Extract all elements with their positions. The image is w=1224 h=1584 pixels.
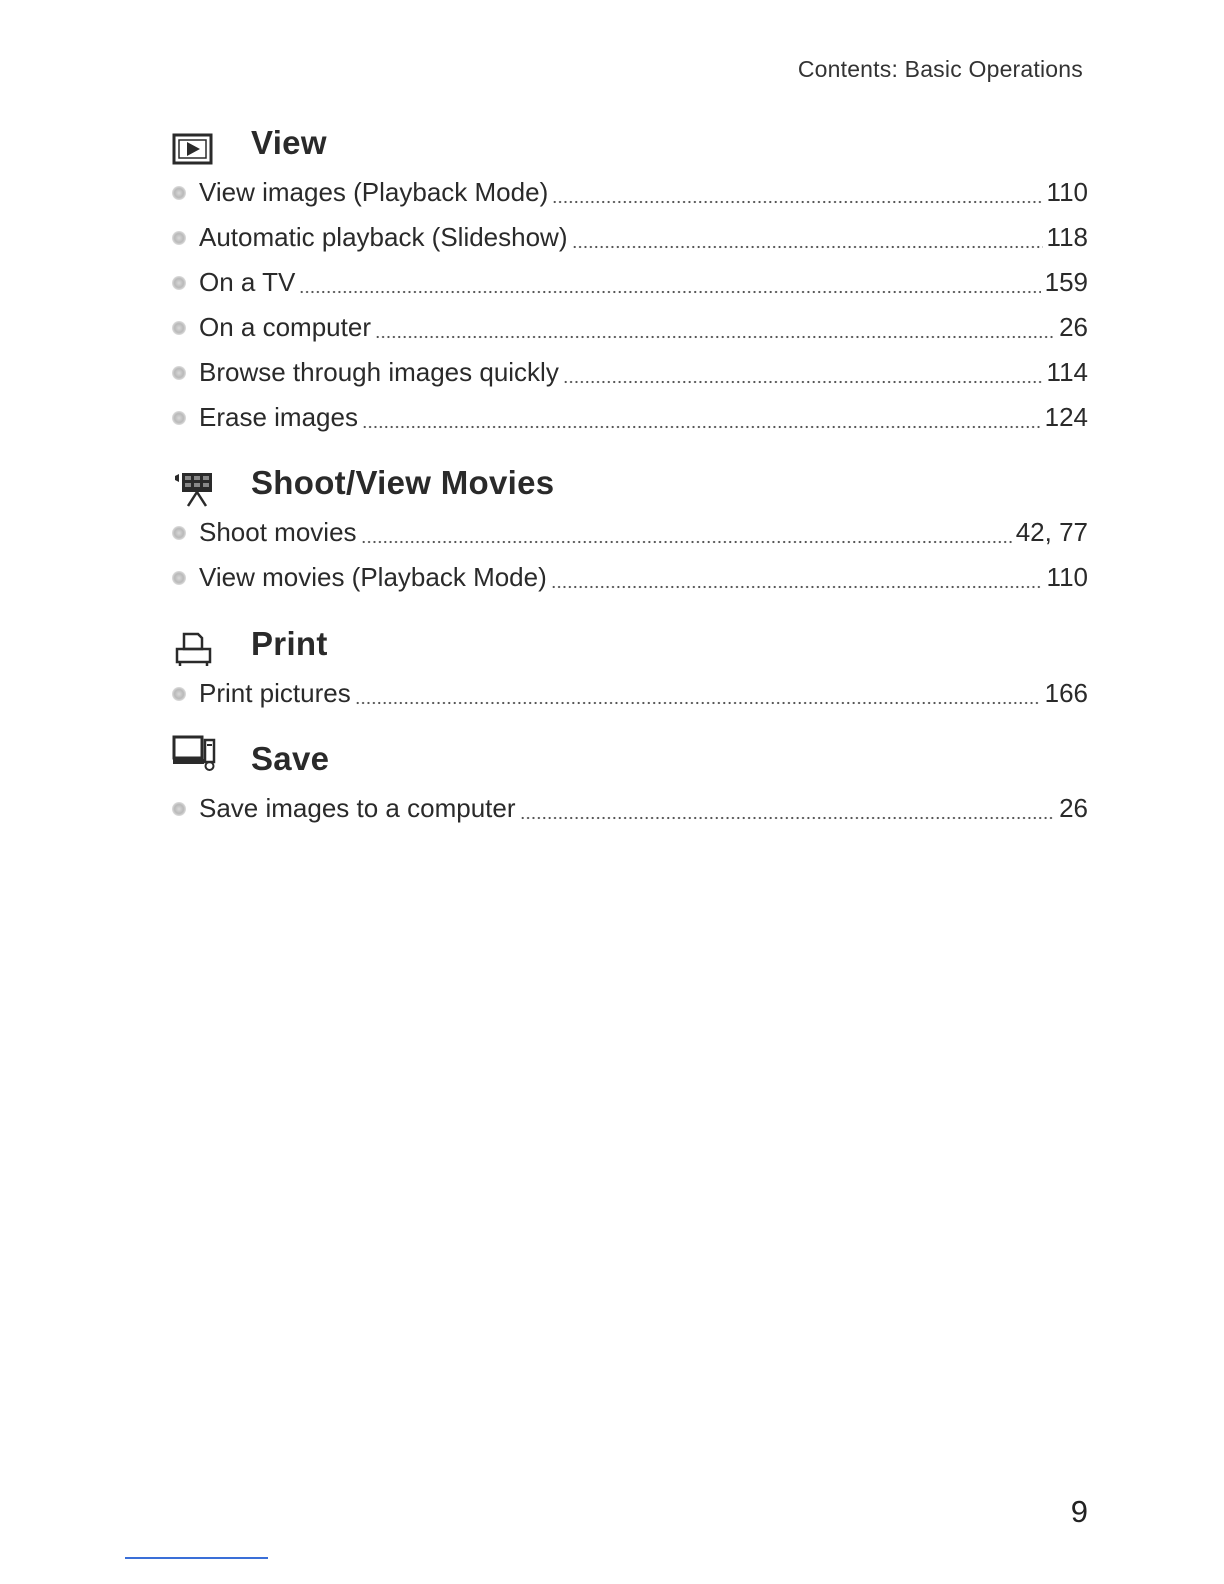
bullet-icon [172,802,186,816]
dot-leader [520,816,1056,820]
bullet-icon [172,687,186,701]
entry-page: 114 [1046,357,1088,387]
entry-label: Print pictures [199,678,351,708]
section-movies [170,464,1088,600]
entry-page: 110 [1046,177,1088,207]
dot-leader [299,290,1040,294]
toc-entry[interactable] [170,305,1088,350]
section-heading [170,124,1088,170]
dot-leader [375,335,1055,339]
footer-rule [125,1557,268,1559]
entry-label: Save images to a computer [199,793,516,823]
bullet-icon [172,321,186,335]
entry-label: On a computer [199,312,371,342]
entry-page: 118 [1046,222,1088,252]
entry-label: View movies (Playback Mode) [199,562,547,592]
entry-page: 124 [1044,402,1088,432]
printer-icon [172,631,216,669]
movie-camera-icon [172,470,216,508]
entry-label: Shoot movies [199,517,357,547]
entry-page: 26 [1059,312,1088,342]
dot-leader [552,200,1042,204]
toc-entry[interactable] [170,170,1088,215]
section-title: Save [251,740,330,777]
entry-label: Automatic playback (Slideshow) [199,222,568,252]
dot-leader [572,245,1043,249]
bullet-icon [172,411,186,425]
toc-entry[interactable] [170,671,1088,716]
section-title: Shoot/View Movies [251,464,555,501]
entry-page: 159 [1044,267,1088,297]
section-heading [170,740,1088,786]
dot-leader [551,585,1043,589]
toc-entry[interactable] [170,555,1088,600]
entry-label: Browse through images quickly [199,357,559,387]
entry-label: Erase images [199,402,358,432]
entry-page: 26 [1059,793,1088,823]
toc-entry[interactable] [170,260,1088,305]
bullet-icon [172,526,186,540]
section-title: Print [251,625,328,662]
bullet-icon [172,276,186,290]
bullet-icon [172,186,186,200]
playback-icon [172,130,216,168]
dot-leader [563,380,1043,384]
toc-entry[interactable] [170,510,1088,555]
entry-page: 42, 77 [1015,517,1088,547]
entry-page: 166 [1044,678,1088,708]
section-view [170,124,1088,440]
dot-leader [355,701,1041,705]
toc-entry[interactable] [170,215,1088,260]
entry-page: 110 [1046,562,1088,592]
section-print [170,625,1088,716]
dot-leader [361,540,1012,544]
section-heading [170,464,1088,510]
toc-entry[interactable] [170,786,1088,831]
section-title: View [251,124,327,161]
computer-save-icon [172,734,216,772]
dot-leader [362,425,1041,429]
bullet-icon [172,366,186,380]
entry-label: View images (Playback Mode) [199,177,549,207]
toc-entry[interactable] [170,395,1088,440]
running-header: Contents: Basic Operations [797,56,1083,82]
bullet-icon [172,231,186,245]
page-number: 9 [1070,1494,1088,1529]
toc-entry[interactable] [170,350,1088,395]
bullet-icon [172,571,186,585]
entry-label: On a TV [199,267,296,297]
section-save [170,740,1088,831]
section-heading [170,625,1088,671]
